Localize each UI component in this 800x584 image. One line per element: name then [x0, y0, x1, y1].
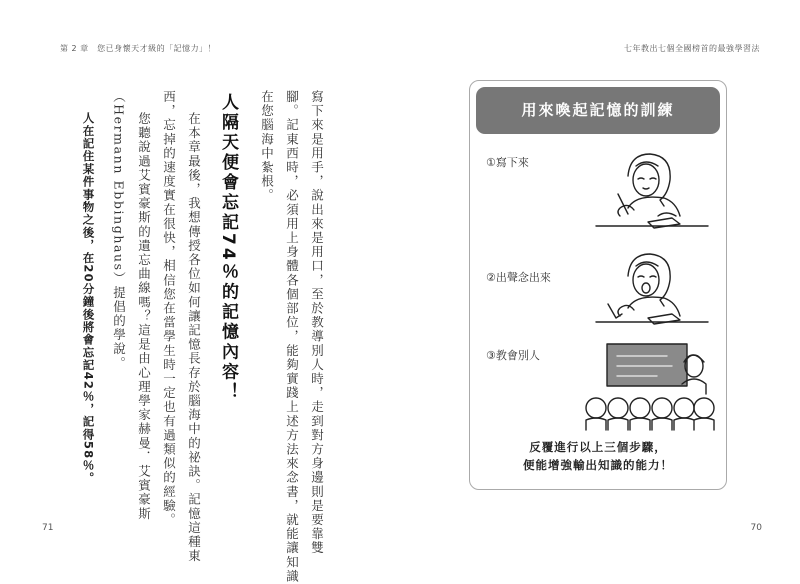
step-teach: ③教會別人 — [486, 349, 540, 362]
step-speak: ②出聲念出來 — [486, 271, 551, 284]
text-column-1: 寫下來是用手，說出來是用口，至於教導別人時，走到對方身邊則是要靠雙 — [309, 90, 325, 556]
card-title: 用來喚起記憶的訓練 — [476, 87, 720, 134]
text-column-5: 西，忘掉的速度實在很快，相信您在當學生時一定也有過類似的經驗。 — [161, 90, 177, 528]
chapter-header: 第 2 章 您已身懷天才級的「記憶力」！ — [60, 44, 217, 53]
text-column-7: （Hermann Ebbinghaus）提倡的學說。 — [111, 90, 127, 371]
page-number-right: 70 — [750, 523, 762, 533]
page-number-left: 71 — [42, 523, 54, 533]
section-headline: 人隔天便會忘記74％的記憶內容！ — [218, 93, 238, 403]
closing-line-2: 便能增強輸出知識的能力！ — [523, 458, 673, 472]
teaching-illustration — [582, 336, 717, 431]
book-title-header: 七年教出七個全國榜首的最強學習法 — [624, 44, 760, 53]
text-column-2: 腳。記東西時，必須用上身體各個部位，能夠實踐上述方法來念書，就能讓知識 — [284, 90, 300, 584]
training-card — [469, 80, 727, 490]
writing-person-illustration — [588, 146, 713, 241]
lead-statement: 人在記住某件事物之後，在20分鐘後將會忘記42％，記得58％。 — [81, 112, 96, 485]
closing-line-1: 反覆進行以上三個步驟， — [529, 440, 667, 454]
text-column-6: 您聽說過艾賓豪斯的遺忘曲線嗎？這是由心理學家赫曼．艾賓豪斯 — [136, 112, 152, 521]
speaking-person-illustration — [588, 246, 713, 336]
step-write: ①寫下來 — [486, 156, 529, 169]
text-column-3: 在您腦海中紮根。 — [259, 90, 275, 203]
text-column-4: 在本章最後，我想傳授各位如何讓記憶長存於腦海中的祕訣。記憶這種東 — [186, 112, 202, 564]
